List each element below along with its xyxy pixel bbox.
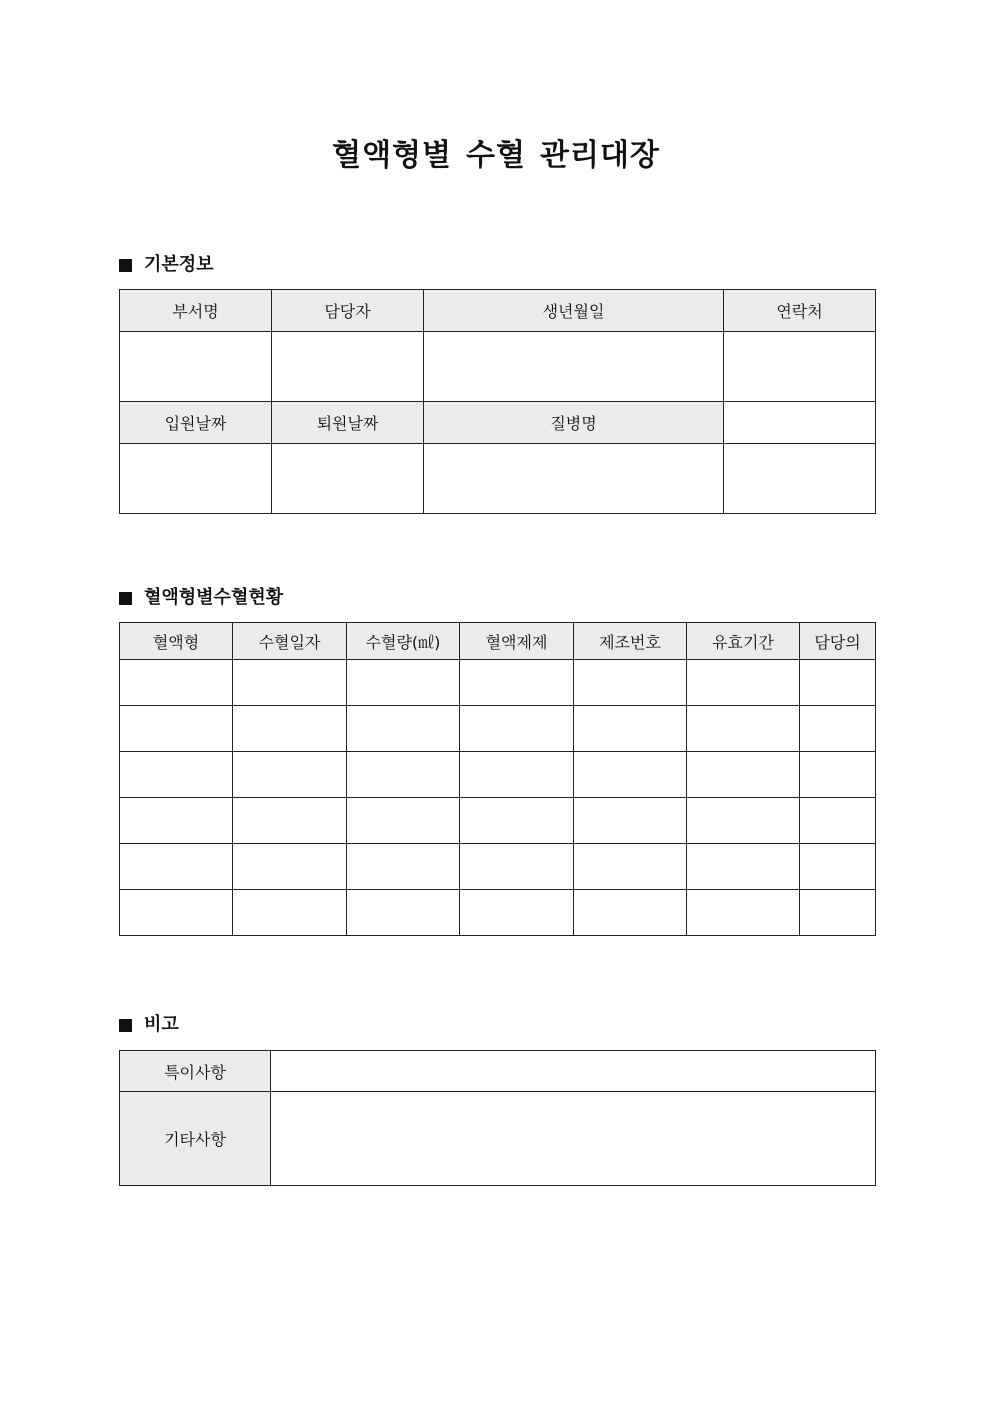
transfusion-header-row xyxy=(120,623,876,660)
title-word-2: 수혈 xyxy=(466,138,526,173)
department-value-cell[interactable] xyxy=(120,332,272,402)
transfusion-cell[interactable] xyxy=(233,752,347,798)
transfusion-cell[interactable] xyxy=(687,798,800,844)
transfusion-cell[interactable] xyxy=(687,844,800,890)
other-notes-label: 기타사항 xyxy=(120,1092,271,1186)
remarks-row-other xyxy=(120,1092,876,1186)
header-manager: 담당자 xyxy=(272,290,424,332)
transfusion-row xyxy=(120,706,876,752)
header-transfusion-date: 수혈일자 xyxy=(233,623,347,660)
manager-value-cell[interactable] xyxy=(272,332,424,402)
transfusion-cell[interactable] xyxy=(347,798,460,844)
disease-name-value-cell[interactable] xyxy=(424,444,724,514)
transfusion-cell[interactable] xyxy=(687,890,800,936)
blank-header-cell xyxy=(724,402,876,444)
header-blood-product: 혈액제제 xyxy=(460,623,574,660)
header-birthdate: 생년월일 xyxy=(424,290,724,332)
header-lot-number: 제조번호 xyxy=(574,623,687,660)
other-notes-value-cell[interactable] xyxy=(271,1092,876,1186)
transfusion-cell[interactable] xyxy=(800,706,876,752)
transfusion-cell[interactable] xyxy=(800,660,876,706)
transfusion-cell[interactable] xyxy=(120,890,233,936)
header-transfusion-volume: 수혈량(㎖) xyxy=(347,623,460,660)
header-physician: 담당의 xyxy=(800,623,876,660)
header-department: 부서명 xyxy=(120,290,272,332)
transfusion-cell[interactable] xyxy=(574,752,687,798)
transfusion-cell[interactable] xyxy=(347,844,460,890)
transfusion-cell[interactable] xyxy=(460,890,574,936)
transfusion-table-body xyxy=(120,660,876,936)
contact-value-cell[interactable] xyxy=(724,332,876,402)
transfusion-cell[interactable] xyxy=(687,660,800,706)
transfusion-cell[interactable] xyxy=(800,752,876,798)
square-bullet-icon xyxy=(119,259,132,272)
transfusion-cell[interactable] xyxy=(120,706,233,752)
transfusion-cell[interactable] xyxy=(347,752,460,798)
transfusion-cell[interactable] xyxy=(233,706,347,752)
transfusion-row xyxy=(120,798,876,844)
header-discharge-date: 퇴원날짜 xyxy=(272,402,424,444)
square-bullet-icon xyxy=(119,1019,132,1032)
transfusion-cell[interactable] xyxy=(120,752,233,798)
transfusion-cell[interactable] xyxy=(687,706,800,752)
section-heading-basic xyxy=(119,253,214,277)
section-heading-blood-label: 혈액형별수혈현황 xyxy=(144,587,284,608)
transfusion-row xyxy=(120,752,876,798)
transfusion-cell[interactable] xyxy=(460,752,574,798)
transfusion-cell[interactable] xyxy=(460,706,574,752)
transfusion-row xyxy=(120,890,876,936)
transfusion-cell[interactable] xyxy=(574,706,687,752)
basic-header-row-2 xyxy=(120,402,876,444)
transfusion-cell[interactable] xyxy=(460,844,574,890)
document-title xyxy=(0,132,992,180)
transfusion-cell[interactable] xyxy=(347,706,460,752)
transfusion-cell[interactable] xyxy=(800,844,876,890)
transfusion-cell[interactable] xyxy=(120,844,233,890)
transfusion-row xyxy=(120,660,876,706)
title-word-1: 혈액형별 xyxy=(332,138,453,173)
transfusion-cell[interactable] xyxy=(347,660,460,706)
transfusion-cell[interactable] xyxy=(233,844,347,890)
transfusion-cell[interactable] xyxy=(120,660,233,706)
admission-date-value-cell[interactable] xyxy=(120,444,272,514)
transfusion-cell[interactable] xyxy=(574,798,687,844)
section-heading-basic-label: 기본정보 xyxy=(144,254,214,275)
header-disease-name: 질병명 xyxy=(424,402,724,444)
transfusion-cell[interactable] xyxy=(800,798,876,844)
transfusion-cell[interactable] xyxy=(120,798,233,844)
transfusion-table xyxy=(119,622,876,936)
remarks-table xyxy=(119,1050,876,1186)
transfusion-cell[interactable] xyxy=(574,890,687,936)
remarks-row-special xyxy=(120,1051,876,1092)
basic-value-row-2 xyxy=(120,444,876,514)
transfusion-cell[interactable] xyxy=(574,660,687,706)
transfusion-cell[interactable] xyxy=(574,844,687,890)
special-notes-value-cell[interactable] xyxy=(271,1051,876,1092)
header-blood-type: 혈액형 xyxy=(120,623,233,660)
special-notes-label: 특이사항 xyxy=(120,1051,271,1092)
transfusion-cell[interactable] xyxy=(460,660,574,706)
square-bullet-icon xyxy=(119,592,132,605)
transfusion-cell[interactable] xyxy=(347,890,460,936)
transfusion-cell[interactable] xyxy=(687,752,800,798)
header-admission-date: 입원날짜 xyxy=(120,402,272,444)
transfusion-cell[interactable] xyxy=(233,798,347,844)
section-heading-blood xyxy=(119,586,283,610)
transfusion-cell[interactable] xyxy=(460,798,574,844)
title-word-3: 관리대장 xyxy=(539,138,660,173)
basic-header-row-1 xyxy=(120,290,876,332)
section-heading-remarks xyxy=(119,1013,179,1037)
header-expiry-date: 유효기간 xyxy=(687,623,800,660)
basic-value-row-1 xyxy=(120,332,876,402)
transfusion-cell[interactable] xyxy=(233,890,347,936)
discharge-date-value-cell[interactable] xyxy=(272,444,424,514)
basic-info-table xyxy=(119,289,876,514)
birthdate-value-cell[interactable] xyxy=(424,332,724,402)
header-contact: 연락처 xyxy=(724,290,876,332)
blank-value-cell[interactable] xyxy=(724,444,876,514)
transfusion-row xyxy=(120,844,876,890)
transfusion-cell[interactable] xyxy=(800,890,876,936)
transfusion-cell[interactable] xyxy=(233,660,347,706)
section-heading-remarks-label: 비고 xyxy=(144,1014,179,1035)
